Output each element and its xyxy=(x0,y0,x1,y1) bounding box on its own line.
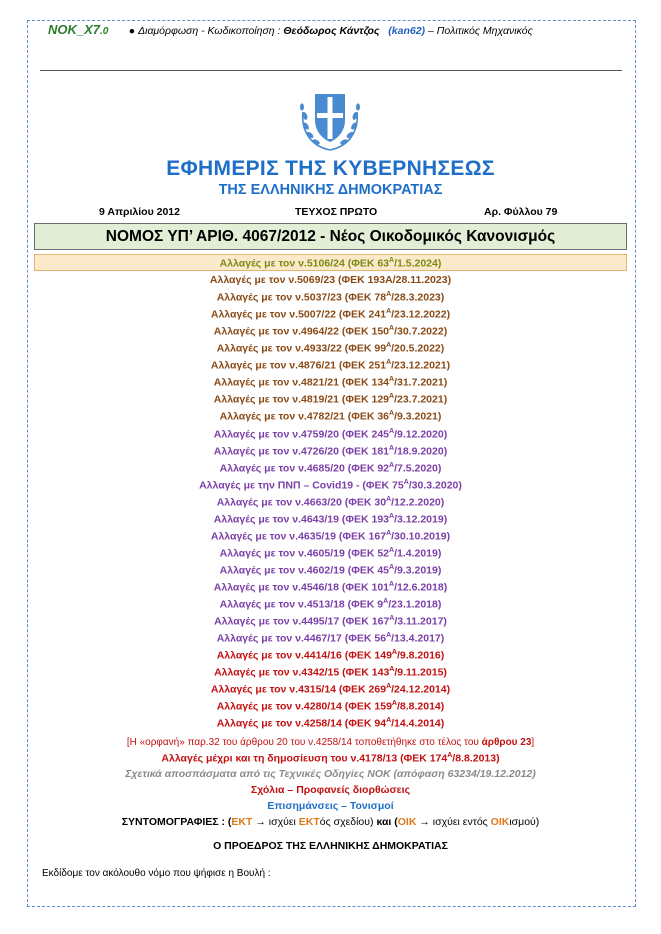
abbrev-oik-hl: ΟΙΚ xyxy=(490,816,510,828)
abbrev-label: ΣΥΝΤΟΜΟΓΡΑΦΙΕΣ : ( xyxy=(121,816,232,828)
header-divider xyxy=(40,70,622,71)
amendment-text-end: /30.7.2022) xyxy=(394,325,448,338)
abbrev-ekt-desc: ισχύει xyxy=(265,816,299,828)
gazette-sheet: Αρ. Φύλλου 79 xyxy=(484,206,558,218)
abbrev-oik-desc: ισχύει εντός xyxy=(429,816,491,828)
amendment-item xyxy=(0,445,661,458)
abbrev-oik: ΟΙΚ xyxy=(397,816,417,828)
amendment-text: Αλλαγές με τον ν.4546/18 (ΦΕΚ 101 xyxy=(213,581,389,594)
amendment-item xyxy=(0,513,661,526)
amendment-sup: Α xyxy=(389,615,395,623)
president-heading: Ο ΠΡΟΕΔΡΟΣ ΤΗΣ ΕΛΛΗΝΙΚΗΣ ΔΗΜΟΚΡΑΤΙΑΣ xyxy=(213,840,448,852)
amendment-text-end: /31.7.2021) xyxy=(394,376,448,389)
amendment-text-end: /9.8.2016) xyxy=(396,649,445,662)
until-note xyxy=(0,752,661,765)
amendment-item xyxy=(0,376,661,389)
orphan-text: [Η «ορφανή» παρ.32 του άρθρου 20 του ν.4258/14 τοποθετήθηκε στο τέλος του xyxy=(126,737,482,748)
bullet-icon: ● xyxy=(128,25,136,37)
doc-version: .0 xyxy=(100,26,109,37)
amendment-text: Αλλαγές με τον ν.4513/18 (ΦΕΚ 9 xyxy=(219,598,384,611)
amendment-sup: Α xyxy=(386,359,392,367)
amendment-text: Αλλαγές με τον ν.4280/14 (ΦΕΚ 159 xyxy=(216,700,392,713)
amendment-text-end: /23.7.2021) xyxy=(394,393,448,406)
amendment-text: Αλλαγές με τον ν.4726/20 (ΦΕΚ 181 xyxy=(213,445,389,458)
amendment-sup: Α xyxy=(391,649,397,657)
amendment-sup: Α xyxy=(386,717,392,725)
amendment-text: Αλλαγές με τον ν.4602/19 (ΦΕΚ 45 xyxy=(219,564,389,577)
amendment-item xyxy=(0,530,661,543)
abbrev-and: και xyxy=(376,816,392,828)
amendment-text-end: /9.3.2021) xyxy=(394,410,442,423)
amendment-item xyxy=(0,428,661,441)
amendment-sup: Α xyxy=(389,580,395,588)
gazette-issue: ΤΕΥΧΟΣ ΠΡΩΤΟ xyxy=(295,206,378,218)
amendment-sup: Α xyxy=(389,444,395,452)
header-nick: (kan62) xyxy=(388,25,426,37)
amendment-sup: Α xyxy=(386,495,392,503)
amendment-text-end: /14.4.2014) xyxy=(391,717,445,730)
amendment-item xyxy=(0,581,661,594)
amendment-text: Αλλαγές με τον ν.4342/15 (ΦΕΚ 143 xyxy=(214,666,390,679)
amendment-text: Αλλαγές με τον ν.4663/20 (ΦΕΚ 30 xyxy=(216,496,387,509)
amendment-text-end: /28.3.2023) xyxy=(391,291,445,304)
amendment-text-end: /12.2.2020) xyxy=(391,496,445,509)
amendment-sup: Α xyxy=(389,666,395,674)
amendment-sup: Α xyxy=(386,308,392,316)
amendment-text-end: /13.4.2017) xyxy=(391,632,445,645)
amendment-item xyxy=(0,257,661,270)
amendment-text: Αλλαγές με τον ν.4685/20 (ΦΕΚ 92 xyxy=(219,462,389,475)
amendment-item xyxy=(0,479,661,492)
arrow-right-icon-2: → xyxy=(419,816,430,828)
amendment-text: Αλλαγές με τον ν.4933/22 (ΦΕΚ 99 xyxy=(216,342,387,355)
amendment-item xyxy=(0,410,661,423)
amendment-text-end: /12.6.2018) xyxy=(394,581,448,594)
amendment-text-end: /23.12.2021) xyxy=(391,359,451,372)
abbrev-ekt: ΕΚΤ xyxy=(231,816,253,828)
amendment-text: Αλλαγές με τον ν.4964/22 (ΦΕΚ 150 xyxy=(213,325,389,338)
amendment-text-end: /9.12.2020) xyxy=(394,428,448,440)
amendment-sup: Α xyxy=(403,478,409,486)
amendment-text: Αλλαγές με τον ν.4759/20 (ΦΕΚ 245 xyxy=(213,428,389,440)
amendment-text-end: /7.5.2020) xyxy=(394,462,442,475)
amendment-item xyxy=(0,274,661,286)
amendment-text-end: /9.3.2019) xyxy=(394,564,442,577)
amendment-text-end: /20.5.2022) xyxy=(391,342,445,355)
amendment-text-end: /8.8.2014) xyxy=(396,700,445,713)
amendment-sup: Α xyxy=(389,376,395,384)
amendment-text: Αλλαγές με τον ν.4495/17 (ΦΕΚ 167 xyxy=(214,615,390,628)
remarks-note: Επισημάνσεις – Τονισμοί xyxy=(267,800,394,812)
greek-emblem-icon xyxy=(296,86,364,154)
gazette-title: ΕΦΗΜΕΡΙΣ ΤΗΣ ΚΥΒΕΡΝΗΣΕΩΣ xyxy=(166,157,495,180)
amendment-sup: Α xyxy=(391,700,397,708)
amendment-sup: Α xyxy=(386,342,392,350)
arrow-right-icon: → xyxy=(255,816,266,828)
gazette-subtitle: ΤΗΣ ΕΛΛΗΝΙΚΗΣ ΔΗΜΟΚΡΑΤΙΑΣ xyxy=(218,182,443,198)
amendment-text: Αλλαγές με τον ν.4414/16 (ΦΕΚ 149 xyxy=(216,649,392,662)
amendment-text: Αλλαγές με τον ν.4876/21 (ΦΕΚ 251 xyxy=(210,359,387,372)
amendment-item xyxy=(0,496,661,509)
amendment-text-end: /9.11.2015) xyxy=(394,666,447,679)
amendment-text: Αλλαγές με τον ν.4605/19 (ΦΕΚ 52 xyxy=(219,547,389,560)
amendment-item xyxy=(0,308,661,321)
amendment-item xyxy=(0,649,661,662)
amendment-item xyxy=(0,325,661,338)
amendment-text: Αλλαγές με τον ν.4258/14 (ΦΕΚ 94 xyxy=(216,717,387,730)
amendment-text: Αλλαγές με τον ν.5007/22 (ΦΕΚ 241 xyxy=(210,308,387,321)
abbreviations xyxy=(0,816,661,828)
amendment-sup: Α xyxy=(386,683,392,691)
amendment-text: Αλλαγές με τον ν.5037/23 (ΦΕΚ 78 xyxy=(216,291,387,304)
amendment-text-end: /23.12.2022) xyxy=(391,308,451,321)
amendment-sup: Α xyxy=(389,461,395,469)
amendment-sup: Α xyxy=(389,546,395,554)
abbrev-oik-desc-end: ισμού) xyxy=(509,816,540,828)
doc-code: NOK_X7 xyxy=(48,22,101,37)
excerpts-note: Σχετικά αποσπάσματα από τις Τεχνικές Οδηγίες ΝΟΚ (απόφαση 63234/19.12.2012) xyxy=(125,768,536,780)
amendment-item xyxy=(0,666,661,679)
amendment-item xyxy=(0,462,661,475)
amendment-text-end: /3.11.2017) xyxy=(394,615,447,628)
amendment-sup: Α xyxy=(386,632,392,640)
until-sup: Α xyxy=(447,752,453,759)
amendment-sup: Α xyxy=(389,325,395,333)
amendment-sup: Α xyxy=(389,393,395,401)
amendment-text-end: /1.4.2019) xyxy=(394,547,442,560)
document-header xyxy=(48,22,618,37)
amendment-sup: Α xyxy=(389,427,395,435)
amendment-sup: Α xyxy=(383,598,389,605)
amendment-text: Αλλαγές με τον ν.4467/17 (ΦΕΚ 56 xyxy=(216,632,387,645)
law-title: ΝΟΜΟΣ ΥΠ’ ΑΡΙΘ. 4067/2012 - Νέος Οικοδομικός Κανονισμός xyxy=(34,223,627,250)
amendment-item xyxy=(0,291,661,304)
amendment-text: Αλλαγές με τον ν.4635/19 (ΦΕΚ 167 xyxy=(210,530,387,543)
amendment-item xyxy=(0,632,661,645)
abbrev-ekt-hl: ΕΚΤ xyxy=(298,816,320,828)
amendment-text: Αλλαγές με τον ν.5069/23 (ΦΕΚ 193Α/28.11.2023) xyxy=(209,274,452,287)
intro-text: Εκδίδομε τον ακόλουθο νόμο που ψήφισε η Βουλή : xyxy=(42,868,271,879)
amendment-sup: Α xyxy=(389,410,395,418)
abbrev-ekt-desc-end: ός σχεδίου) xyxy=(319,816,377,828)
amendment-text-end: /1.5.2024) xyxy=(394,257,442,270)
amendment-item xyxy=(0,598,661,611)
amendment-item xyxy=(0,717,661,730)
amendment-sup: Α xyxy=(386,529,392,537)
header-author: Θεόδωρος Κάντζος xyxy=(283,25,380,37)
until-pre: Αλλαγές μέχρι και τη δημοσίευση του ν.4178/13 (ΦΕΚ 174 xyxy=(161,752,448,765)
orphan-article: άρθρου 23 xyxy=(481,737,532,748)
amendment-text: Αλλαγές με τον ν.4315/14 (ΦΕΚ 269 xyxy=(210,683,387,696)
gazette-date: 9 Απριλίου 2012 xyxy=(99,206,180,218)
amendment-text: Αλλαγές με την ΠΝΠ – Covid19 - (ΦΕΚ 75 xyxy=(199,479,404,492)
amendment-text-end: /23.1.2018) xyxy=(388,598,442,611)
orphan-end: ] xyxy=(531,737,535,748)
amendment-item xyxy=(0,342,661,355)
amendment-text-end: /30.3.2020) xyxy=(408,479,462,492)
amendment-sup: Α xyxy=(389,512,395,520)
amendment-text: Αλλαγές με τον ν.4782/21 (ΦΕΚ 36 xyxy=(219,410,389,423)
amendment-item xyxy=(0,615,661,628)
amendment-item xyxy=(0,564,661,577)
orphan-note xyxy=(0,737,661,748)
amendment-item xyxy=(0,700,661,713)
amendment-sup: Α xyxy=(389,563,395,571)
amendment-sup: Α xyxy=(389,257,395,264)
header-desc: Διαμόρφωση - Κωδικοποίηση : xyxy=(138,25,281,37)
amendment-item xyxy=(0,547,661,560)
header-role: – Πολιτικός Μηχανικός xyxy=(427,25,533,37)
amendment-sup: Α xyxy=(386,291,392,299)
amendment-text: Αλλαγές με τον ν.5106/24 (ΦΕΚ 63 xyxy=(219,257,389,270)
amendment-text-end: /3.12.2019) xyxy=(394,513,448,526)
amendment-text: Αλλαγές με τον ν.4821/21 (ΦΕΚ 134 xyxy=(213,376,389,389)
abbrev-open2: ( xyxy=(391,816,398,828)
amendment-text-end: /30.10.2019) xyxy=(391,530,451,543)
amendment-item xyxy=(0,393,661,406)
comments-note: Σχόλια – Προφανείς διορθώσεις xyxy=(250,784,411,796)
amendment-text: Αλλαγές με τον ν.4643/19 (ΦΕΚ 193 xyxy=(213,513,389,526)
amendment-item xyxy=(0,683,661,696)
amendment-text: Αλλαγές με τον ν.4819/21 (ΦΕΚ 129 xyxy=(213,393,389,406)
amendment-text-end: /18.9.2020) xyxy=(394,445,448,458)
until-post: /8.8.2013) xyxy=(452,752,500,765)
amendment-text-end: /24.12.2014) xyxy=(391,683,451,696)
amendment-item xyxy=(0,359,661,372)
